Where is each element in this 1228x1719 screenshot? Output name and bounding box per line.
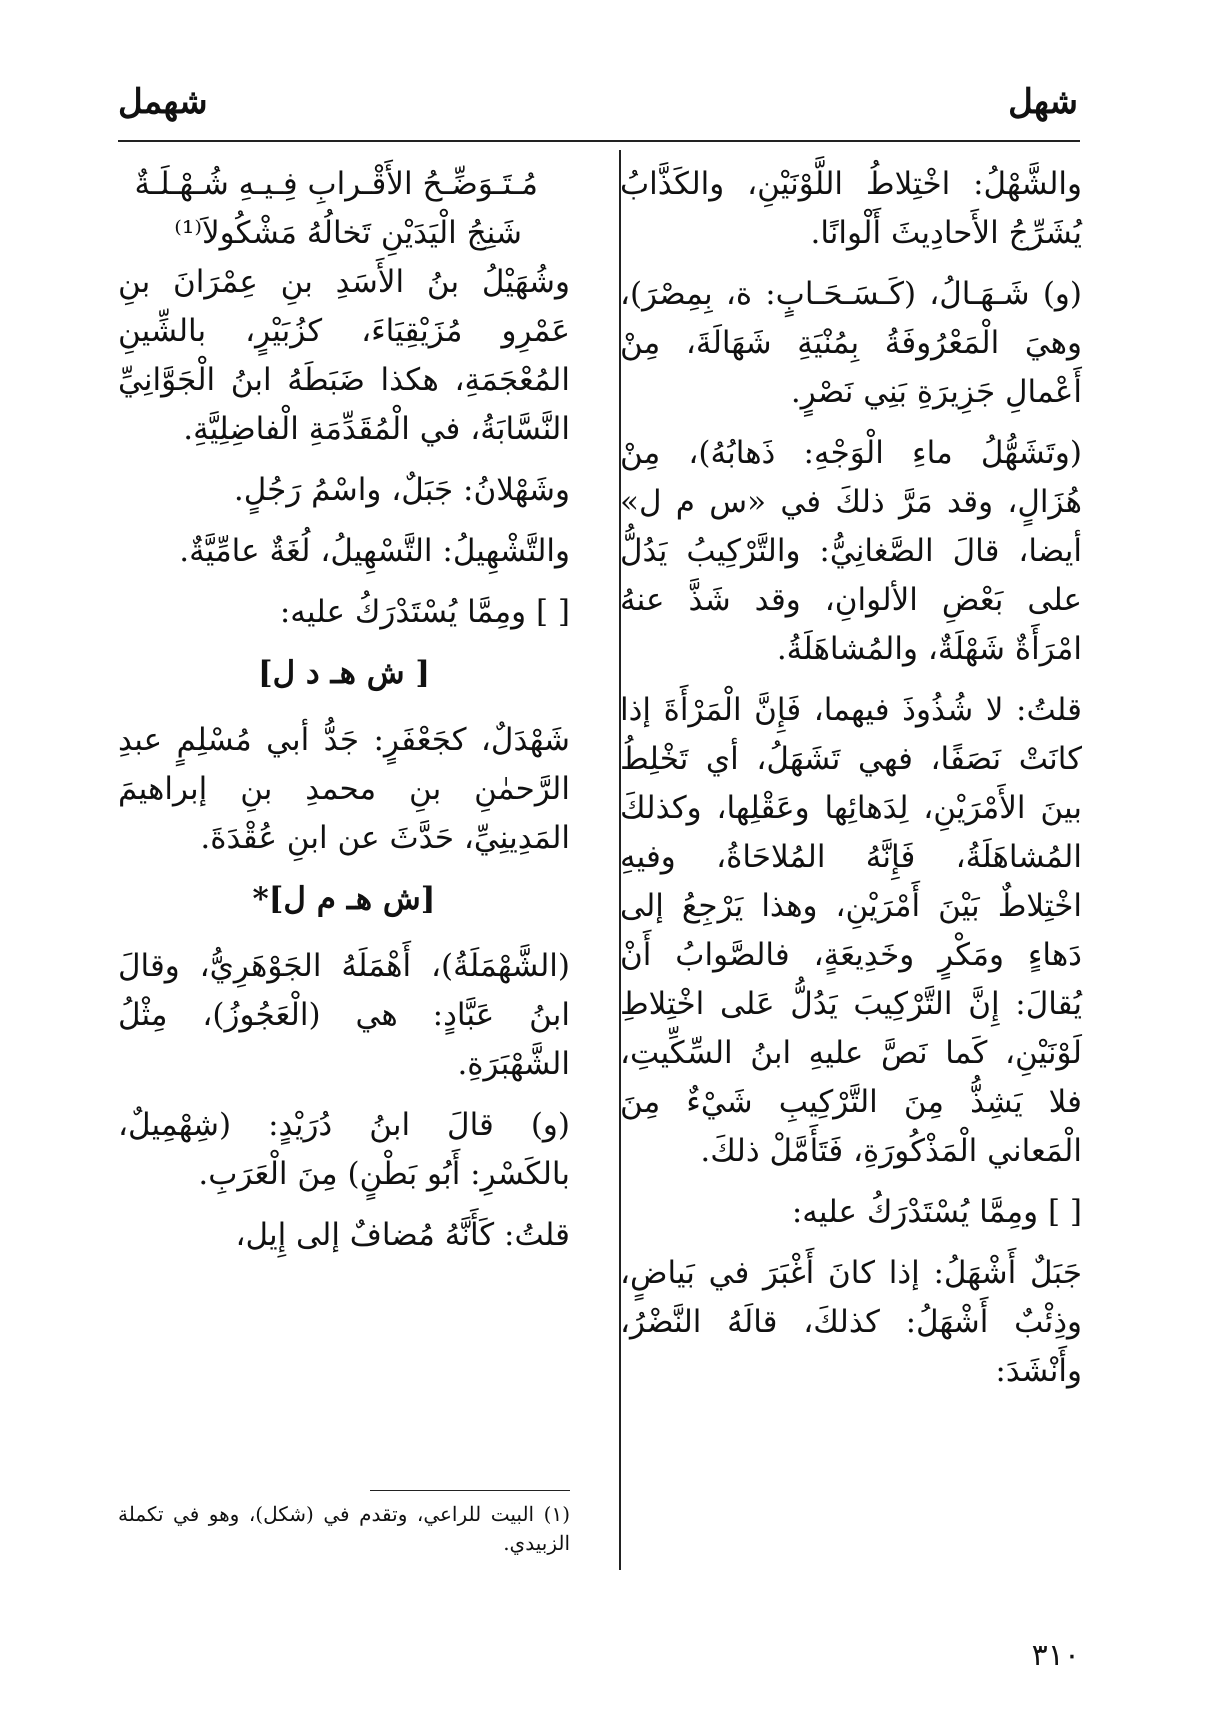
left-column xyxy=(118,160,570,1272)
paragraph: وشُهَيْلُ بنُ الأَسَدِ بنِ عِمْرَانَ بنِ عَمْرِو مُزَيْقِيَاءَ، كزُبَيْرٍ، بالشِّينِ المُعْجَمَةِ، هكذا ضَبَطَهُ ابنُ الْجَوَّانِيِّ النَّسَّابَةُ، في الْمُقَدِّمَةِ الْفاضِلِيَّةِ. xyxy=(118,264,570,447)
header-entry-word: شهل xyxy=(1008,82,1078,122)
verse-line: شَنِجُ الْيَدَيْنِ تَخالُهُ مَشْكُولاَ⁽¹⁾ xyxy=(174,215,522,251)
section-heading: [ش هـ م ل]* xyxy=(252,881,436,917)
footnote: (١) البيت للراعي، وتقدم في (شكل)، وهو في تكملة الزبيدي. xyxy=(118,1502,570,1555)
paragraph: (و) قالَ ابنُ دُرَيْدٍ: (شِهْمِيلٌ، بالكَسْرِ: أَبُو بَطْنٍ) مِنَ الْعَرَبِ. xyxy=(118,1107,570,1192)
verse-line: مُـتَـوَضِّـحُ الأَقْـرابِ فِـيـهِ شُـهْـلَـةٌ xyxy=(134,166,538,202)
paragraph: (الشَّهْمَلَةُ)، أَهْمَلَهُ الجَوْهَرِيُّ، وقالَ ابنُ عَبَّادٍ: هي (الْعَجُوزُ)، مِثْلُ الشَّهْبَرَةِ. xyxy=(118,948,570,1082)
page-number: ٣١٠ xyxy=(1031,1638,1080,1673)
paragraph: شَهْدَلٌ، كجَعْفَرٍ: جَدُّ أبي مُسْلِمٍ عبدِ الرَّحمٰنِ بنِ محمدِ بنِ إبراهيمَ المَدِينِيِّ، حَدَّثَ عن ابنِ عُقْدَةَ. xyxy=(118,722,570,856)
paragraph: (وتَشَهُّلُ ماءِ الْوَجْهِ: ذَهابُهُ)، مِنْ هُزَالٍ، وقد مَرَّ ذلكَ في «س م ل» أيضا، قالَ الصَّغانِيُّ: والتَّرْكِيبُ يَدُلُّ على بَعْضِ الألوانِ، وقد شَذَّ عنهُ امْرَأَةٌ شَهْلَةٌ، والمُشاهَلَةُ. xyxy=(620,435,1082,667)
right-column xyxy=(620,160,1082,1408)
paragraph: وشَهْلانُ: جَبَلٌ، واسْمُ رَجُلٍ. xyxy=(233,472,570,508)
paragraph: (و) شَـهَـالُ، (كَـسَـحَـابٍ: ة، بِمِصْرَ)، وهيَ الْمَعْرُوفَةُ بِمُنْيَةِ شَهَالَةَ، مِنْ أَعْمالِ جَزِيرَةِ بَنِي نَصْرٍ. xyxy=(620,276,1082,410)
section-heading: [ ش هـ د ل] xyxy=(257,655,431,691)
paragraph: [ ] ومِمَّا يُسْتَدْرَكُ عليه: xyxy=(791,1194,1082,1230)
paragraph: قلتُ: كَأَنَّهُ مُضافٌ إلى إِيل، xyxy=(235,1217,570,1253)
header-entry-word-left: شهمل xyxy=(118,82,208,122)
paragraph: جَبَلٌ أَشْهَلُ: إذا كانَ أَغْبَرَ في بَياضٍ، وذِئْبٌ أَشْهَلُ: كذلكَ، قالَهُ النَّضْرُ، وأَنْشَدَ: xyxy=(620,1255,1082,1389)
header-rule xyxy=(118,140,1080,142)
paragraph: والتَّشْهِيلُ: التَّسْهِيلُ، لُغَةٌ عامِّيَّةٌ. xyxy=(179,533,570,569)
paragraph: [ ] ومِمَّا يُسْتَدْرَكُ عليه: xyxy=(279,594,570,630)
paragraph: والشَّهْلُ: اخْتِلاطُ اللَّوْنَيْنِ، والكَذَّابُ يُشَرِّجُ الأَحادِيثَ أَلْوانًا. xyxy=(620,166,1082,251)
paragraph: قلتُ: لا شُذُوذَ فيهما، فَإِنَّ الْمَرْأَةَ إذا كانَتْ نَصَفًا، فهي تَشَهَلُ، أي تَخْلِطُ بينَ الأَمْرَيْنِ، لِدَهائِها وعَقْلِها، وكذلكَ المُشاهَلَةُ، فَإِنَّهُ المُلاحَاةُ، وفيهِ اخْتِلاطٌ بَيْنَ أَمْرَيْنِ، وهذا يَرْجِعُ إلى دَهاءٍ ومَكْرٍ وخَدِيعَةٍ، فالصَّوابُ أَنْ يُقالَ: إِنَّ التَّرْكِيبَ يَدُلُّ عَلى اخْتِلاطِ لَوْنَيْنِ، كَما نَصَّ عليهِ ابنُ السِّكِّيتِ، فلا يَشِذُّ مِنَ التَّرْكِيبِ شَيْءٌ مِنَ الْمَعاني الْمَذْكُورَةِ، فَتَأَمَّلْ ذلكَ. xyxy=(620,692,1082,1169)
footnote-rule xyxy=(370,1490,570,1491)
